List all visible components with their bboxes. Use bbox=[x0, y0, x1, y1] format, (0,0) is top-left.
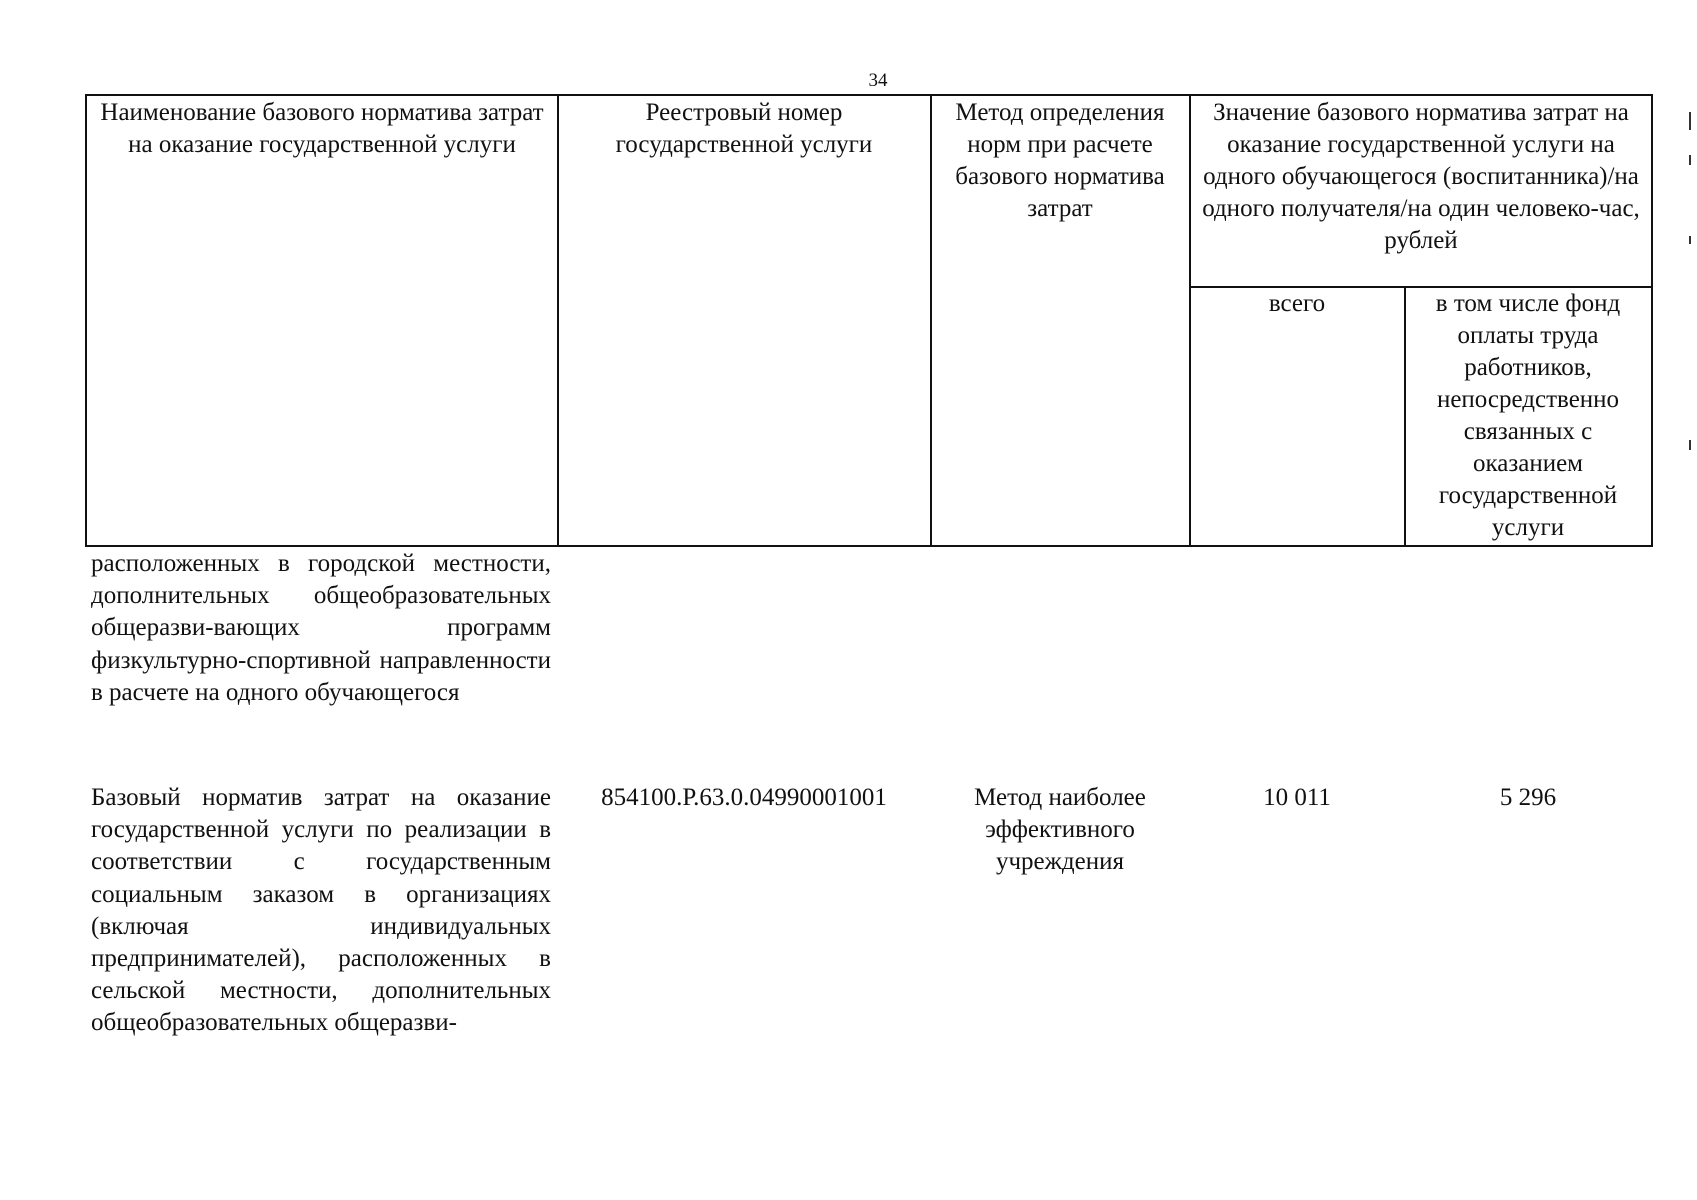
header-col-service-name: Наименование базового норматива затрат на оказание государственной услуги bbox=[100, 99, 544, 158]
row-2-registry-number: 854100.Р.63.0.04990001001 bbox=[601, 784, 887, 811]
header-divider-2 bbox=[930, 94, 932, 547]
header-col-value: Значение базового норматива затрат на оказание государственной услуги на одного обучающегося (воспитанника)/на одного получателя/на один человеко-час, рублей bbox=[1202, 99, 1640, 254]
row-2-service-name: Базовый норматив затрат на оказание государственной услуги по реализации в соответствии с государственным социальным заказом в организациях (включая индивидуальных предпринимателей), расположенных в сельской местности, дополнительных общеобразовательных общеразви- bbox=[91, 784, 551, 1037]
header-divider-3 bbox=[1189, 94, 1191, 547]
margin-mark-4 bbox=[1689, 440, 1691, 450]
header-divider-1 bbox=[557, 94, 559, 547]
header-border-bottom bbox=[85, 545, 1653, 547]
header-border-left bbox=[85, 94, 87, 547]
row-1-service-name: расположенных в городской местности, дополнительных общеобразовательных общеразви-вающих программ физкультурно-спортивной направленности в расчете на одного обучающегося bbox=[91, 550, 551, 706]
page-number: 34 bbox=[868, 70, 888, 91]
row-2-total: 10 011 bbox=[1263, 784, 1331, 811]
header-col-value-total: всего bbox=[1268, 290, 1326, 317]
header-border-right bbox=[1651, 94, 1653, 547]
row-2-payroll: 5 296 bbox=[1499, 784, 1557, 811]
header-subdivider-vertical bbox=[1404, 286, 1406, 547]
margin-mark-2 bbox=[1689, 155, 1691, 165]
margin-mark-3 bbox=[1689, 236, 1691, 244]
header-col-value-payroll: в том числе фонд оплаты труда работников, непосредственно связанных с оказанием государственной услуги bbox=[1435, 290, 1621, 541]
header-col-registry-number: Реестровый номер государственной услуги bbox=[615, 99, 873, 158]
margin-mark-1 bbox=[1689, 112, 1691, 130]
header-col-method: Метод определения норм при расчете базового норматива затрат bbox=[955, 99, 1165, 222]
row-2-method: Метод наиболее эффективного учреждения bbox=[974, 784, 1146, 876]
header-border-top bbox=[85, 94, 1653, 96]
